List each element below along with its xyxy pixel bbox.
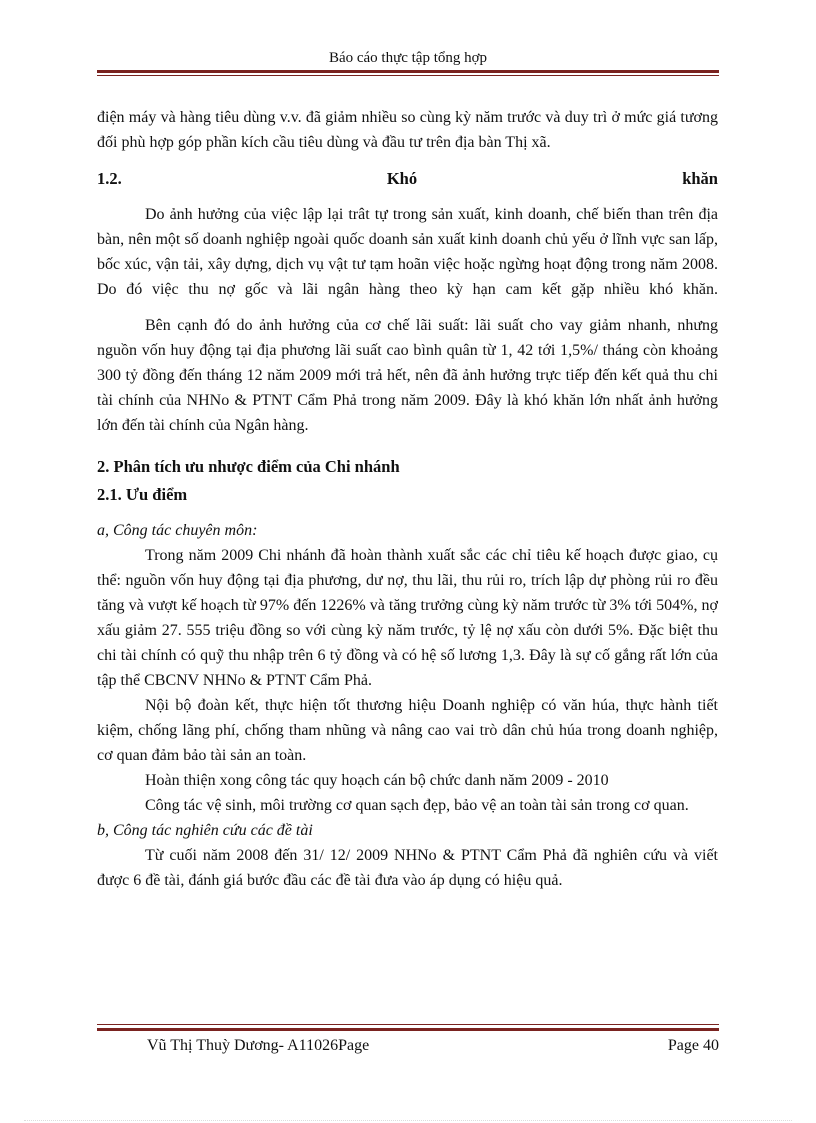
paragraph-difficulty-2: Bên cạnh đó do ảnh hưởng của cơ chế lãi suất: lãi suất cho vay giảm nhanh, nhưng nguồn vốn huy động tại địa phương lãi suất cao bình quân từ 1, 42 tới 1,5%/ tháng còn khoảng 300 tỷ đồng đến tháng 12 năm 2009 mới trả hết, nên đã ảnh hưởng trực tiếp đến kết quả thu chi tài chính của NHNo & PTNT Cẩm Phả trong năm 2009. Đây là khó khăn lớn nhất ảnh hưởng lớn đến tài chính của Ngân hàng. bbox=[97, 317, 718, 434]
heading-2-1: 2.1. Ưu điểm bbox=[97, 485, 188, 504]
paragraph-difficulty-1: Do ảnh hưởng của việc lập lại trât tự trong sản xuất, kinh doanh, chế biến than trên địa bàn, nên một số doanh nghiệp ngoài quốc doanh sản xuất kinh doanh chủ yếu ở lĩnh vực san lấp, bốc xúc, vận tải, xây dựng, dịch vụ vật tư tạm hoãn việc hoặc ngừng hoạt động trong năm 2008. Do đó việc thu nợ gốc và lãi ngân hàng theo kỳ hạn cam kết gặp nhiều khó khăn. bbox=[97, 206, 718, 298]
subheading-b: b, Công tác nghiên cứu các đề tài bbox=[97, 822, 313, 839]
paragraph-b-1: Từ cuối năm 2008 đến 31/ 12/ 2009 NHNo & PTNT Cẩm Phả đã nghiên cứu và viết được 6 đề tài, đánh giá bước đầu các đề tài đưa vào áp dụng có hiệu quả. bbox=[97, 847, 718, 889]
heading-1-2-number: 1.2. bbox=[97, 169, 122, 188]
header-title: Báo cáo thực tập tổng hợp bbox=[328, 50, 488, 66]
heading-2: 2. Phân tích ưu nhược điểm của Chi nhánh bbox=[97, 457, 400, 476]
footer-rule-thick bbox=[97, 1028, 719, 1031]
page-number: Page 40 bbox=[667, 1037, 719, 1054]
paragraph-a-4: Công tác vệ sinh, môi trường cơ quan sạch đẹp, bảo vệ an toàn tài sản trong cơ quan. bbox=[145, 797, 689, 814]
paragraph-a-3: Hoàn thiện xong công tác quy hoạch cán bộ chức danh năm 2009 - 2010 bbox=[145, 772, 609, 789]
page-edge-dotted-line bbox=[24, 1120, 792, 1121]
header-rule-thin bbox=[97, 75, 719, 76]
header-rule-thick bbox=[97, 70, 719, 73]
footer-author: Vũ Thị Thuỳ Dương- A11026Page bbox=[147, 1037, 370, 1054]
subheading-a: a, Công tác chuyên môn: bbox=[97, 522, 258, 539]
paragraph-intro: điện máy và hàng tiêu dùng v.v. đã giảm nhiều so cùng kỳ năm trước và duy trì ở mức giá tương đối phù hợp góp phần kích cầu tiêu dùng và đầu tư trên địa bàn Thị xã. bbox=[97, 109, 718, 151]
document-body bbox=[97, 105, 718, 893]
paragraph-a-2: Nội bộ đoàn kết, thực hiện tốt thương hiệu Doanh nghiệp có văn húa, thực hành tiết kiệm, chống lãng phí, chống tham nhũng và nâng cao vai trò dân chủ húa trong doanh nghiệp, cơ quan đảm bảo tài sản an toàn. bbox=[97, 697, 718, 764]
heading-1-2-word1: Khó bbox=[386, 169, 418, 188]
paragraph-a-1: Trong năm 2009 Chi nhánh đã hoàn thành xuất sắc các chỉ tiêu kế hoạch được giao, cụ thể: nguồn vốn huy động tại địa phương, dư nợ, thu lãi, thu rủi ro, trích lập dự phòng rủi ro đều tăng và vượt kế hoạch từ 97% đến 1226% và tăng trưởng cùng kỳ năm trước từ 3% tới 504%, nợ xấu giảm 27. 555 triệu đồng so với cùng kỳ năm trước, tỷ lệ nợ xấu còn dưới 5%. Đặc biệt thu chi tài chính có quỹ thu nhập trên 6 tỷ đồng và có hệ số lương 1,3. Đây là sự cố gắng rất lớn của tập thể CBCNV NHNo & PTNT Cẩm Phả. bbox=[97, 547, 718, 689]
heading-1-2-word2: khăn bbox=[682, 169, 718, 188]
heading-1-2 bbox=[97, 166, 718, 191]
footer-rule-thin bbox=[97, 1024, 719, 1025]
